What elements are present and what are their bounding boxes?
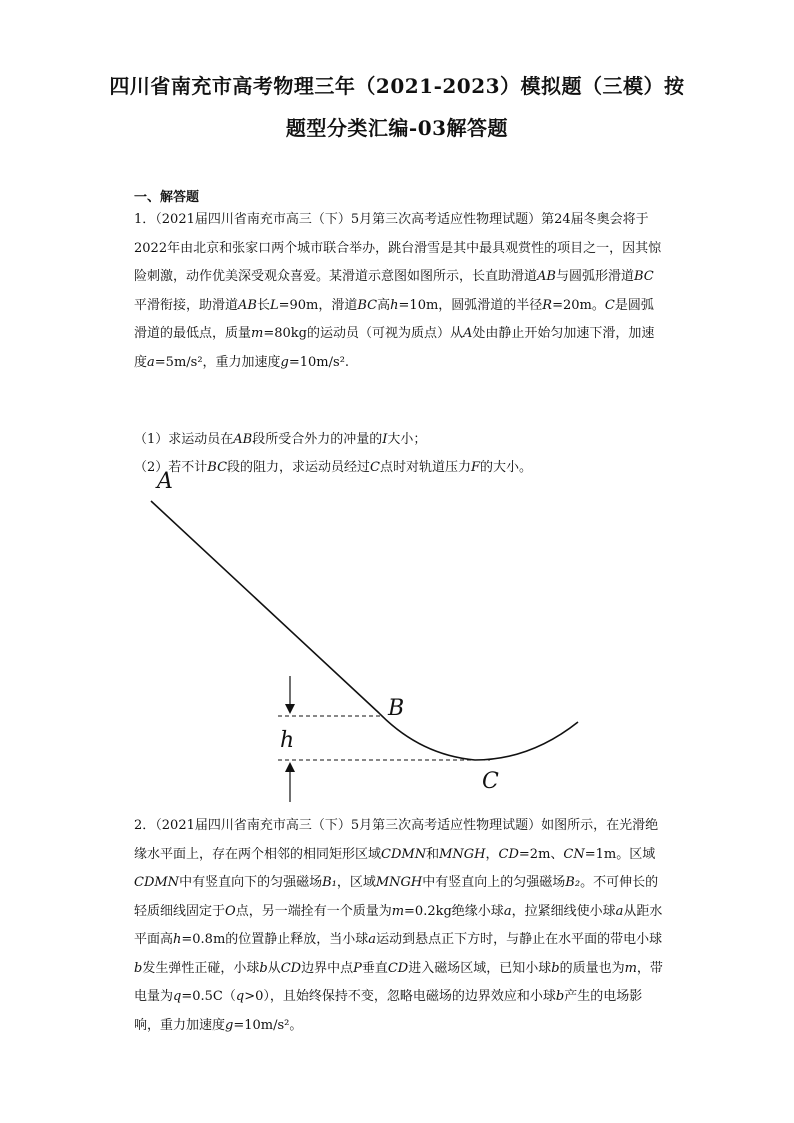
variable-symbol: q <box>173 989 182 1004</box>
variable-symbol: g <box>280 354 289 370</box>
text-run: 段所受合外力的冲量的 <box>252 432 383 447</box>
text-run: =90m，滑道 <box>278 297 358 313</box>
label-h: h <box>280 728 295 753</box>
text-run: ，带电量为 <box>134 960 663 1004</box>
label-a: A <box>157 469 173 494</box>
text-run: 平滑衔接，助滑道 <box>134 297 239 313</box>
variable-symbol: g <box>225 1017 234 1033</box>
text-run: =0.2kg绝缘小球 <box>404 903 504 919</box>
variable-symbol: b <box>259 960 268 976</box>
variable-symbol: B₁ <box>322 875 337 890</box>
text-run: 发生弹性正碰，小球 <box>142 960 260 976</box>
variable-symbol: a <box>368 932 377 947</box>
variable-symbol: BC <box>207 460 228 475</box>
text-run: ，拉紧细线使小球 <box>511 903 616 919</box>
text-run: =20m。 <box>552 297 605 313</box>
variable-symbol: m <box>391 903 405 919</box>
text-run: >0），且始终保持不变，忽略电磁场的边界效应和小球 <box>244 989 556 1004</box>
text-run: =80kg的运动员（可视为质点）从 <box>263 326 463 341</box>
variable-symbol: O <box>225 903 236 919</box>
variable-symbol: A <box>462 326 473 341</box>
text-run: 从 <box>267 960 281 976</box>
text-run: （2）若不计 <box>134 460 208 475</box>
text-run: =10m/s². <box>288 354 350 370</box>
text-run: ，区域 <box>336 875 376 890</box>
variable-symbol: h <box>173 932 182 947</box>
text-run: 的大小。 <box>480 460 533 475</box>
label-c: C <box>482 769 499 794</box>
question-2-text <box>134 812 664 1040</box>
title-line-2: 题型分类汇编-03解答题 <box>285 116 509 140</box>
text-run: =1m。区域 <box>584 846 656 862</box>
ski-slope-figure <box>130 460 600 810</box>
variable-symbol: m <box>251 326 264 341</box>
variable-symbol: b <box>555 989 565 1004</box>
variable-symbol: CD <box>498 846 519 862</box>
variable-symbol: q <box>235 989 245 1004</box>
text-run: =10m/s²。 <box>233 1017 303 1033</box>
ramp-track <box>151 501 578 760</box>
variable-symbol: AB <box>238 297 257 313</box>
variable-symbol: F <box>471 460 481 475</box>
variable-symbol: h <box>390 297 399 313</box>
text-run: 点时对轨道压力 <box>380 460 472 475</box>
variable-symbol: BC <box>633 269 654 284</box>
question-1-part-1 <box>134 428 426 447</box>
variable-symbol: C <box>370 460 380 475</box>
variable-symbol: MNGH <box>375 875 423 890</box>
text-run: ， <box>485 846 499 862</box>
text-run: 和 <box>426 846 440 862</box>
text-run: 长 <box>256 297 270 313</box>
variable-symbol: a <box>147 354 155 370</box>
text-run: 垂直 <box>361 960 388 976</box>
variable-symbol: B₂ <box>565 875 581 890</box>
text-run: 中有竖直向上的匀强磁场 <box>422 875 566 890</box>
text-run: 边界中点 <box>301 960 354 976</box>
title-line-1: 四川省南充市高考物理三年（2021-2023）模拟题（三模）按 <box>109 74 685 98</box>
variable-symbol: a <box>503 903 512 919</box>
variable-symbol: C <box>604 297 615 313</box>
text-run: =0.5C（ <box>181 989 236 1004</box>
text-run: 。不可伸长的轻质细线固定于 <box>134 875 659 919</box>
variable-symbol: R <box>542 297 553 313</box>
text-run: 段的阻力，求运动员经过 <box>227 460 371 475</box>
variable-symbol: CDMN <box>134 875 180 890</box>
text-run: 运动到悬点正下方时，与静止在水平面的带电小球 <box>376 932 663 947</box>
top-arrow-head <box>285 704 295 714</box>
question-1-text <box>134 206 664 377</box>
text-run: 点，另一端拴有一个质量为 <box>235 903 392 919</box>
text-run: =10m，圆弧滑道的半径 <box>398 297 543 313</box>
text-run: 高 <box>377 297 391 313</box>
text-run: 1．（2021届四川省南充市高三（下）5月第三次高考适应性物理试题）第24届冬奥会将于2022年由北京和张家口两个城市联合举办，跳台滑雪是其中最具观赏性的项目之一，因其惊险刺激，动作优美深受观众喜爱。某滑道示意图如图所示，长直助滑道 <box>134 212 662 284</box>
text-run: 产生的电场影响，重力加速度 <box>134 989 643 1033</box>
variable-symbol: P <box>353 960 362 976</box>
text-run: 大小； <box>387 432 427 447</box>
text-run: =0.8m的位置静止释放，当小球 <box>181 932 369 947</box>
variable-symbol: BC <box>357 297 378 313</box>
variable-symbol: b <box>134 960 143 976</box>
variable-symbol: CD <box>280 960 302 976</box>
variable-symbol: MNGH <box>439 846 486 862</box>
text-run: 2．（2021届四川省南充市高三（下）5月第三次高考适应性物理试题）如图所示，在光滑绝缘水平面上，存在两个相邻的相同矩形区域 <box>134 818 659 862</box>
text-run: 处由静止开始匀加速下滑，加速度 <box>134 326 655 370</box>
section-heading: 一、解答题 <box>134 190 200 205</box>
label-b: B <box>388 696 405 721</box>
variable-symbol: AB <box>537 269 556 284</box>
variable-symbol: L <box>269 297 279 313</box>
variable-symbol: CN <box>563 846 585 862</box>
variable-symbol: CD <box>387 960 409 976</box>
text-run: 从距水平面高 <box>134 903 663 947</box>
variable-symbol: a <box>615 903 624 919</box>
text-run: 进入磁场区域，已知小球 <box>408 960 552 976</box>
bottom-arrow-head <box>285 762 295 772</box>
text-run: （1）求运动员在 <box>134 432 234 447</box>
variable-symbol: AB <box>233 432 253 447</box>
variable-symbol: m <box>624 960 637 976</box>
text-run: =2m、 <box>518 846 564 862</box>
text-run: 中有竖直向下的匀强磁场 <box>179 875 323 890</box>
variable-symbol: b <box>551 960 560 976</box>
text-run: 的质量也为 <box>559 960 625 976</box>
text-run: 与圆弧形滑道 <box>555 269 634 284</box>
variable-symbol: I <box>382 432 388 447</box>
text-run: 是圆弧滑道的最低点，质量 <box>134 297 654 341</box>
variable-symbol: CDMN <box>381 846 427 862</box>
text-run: =5m/s²，重力加速度 <box>154 354 281 370</box>
